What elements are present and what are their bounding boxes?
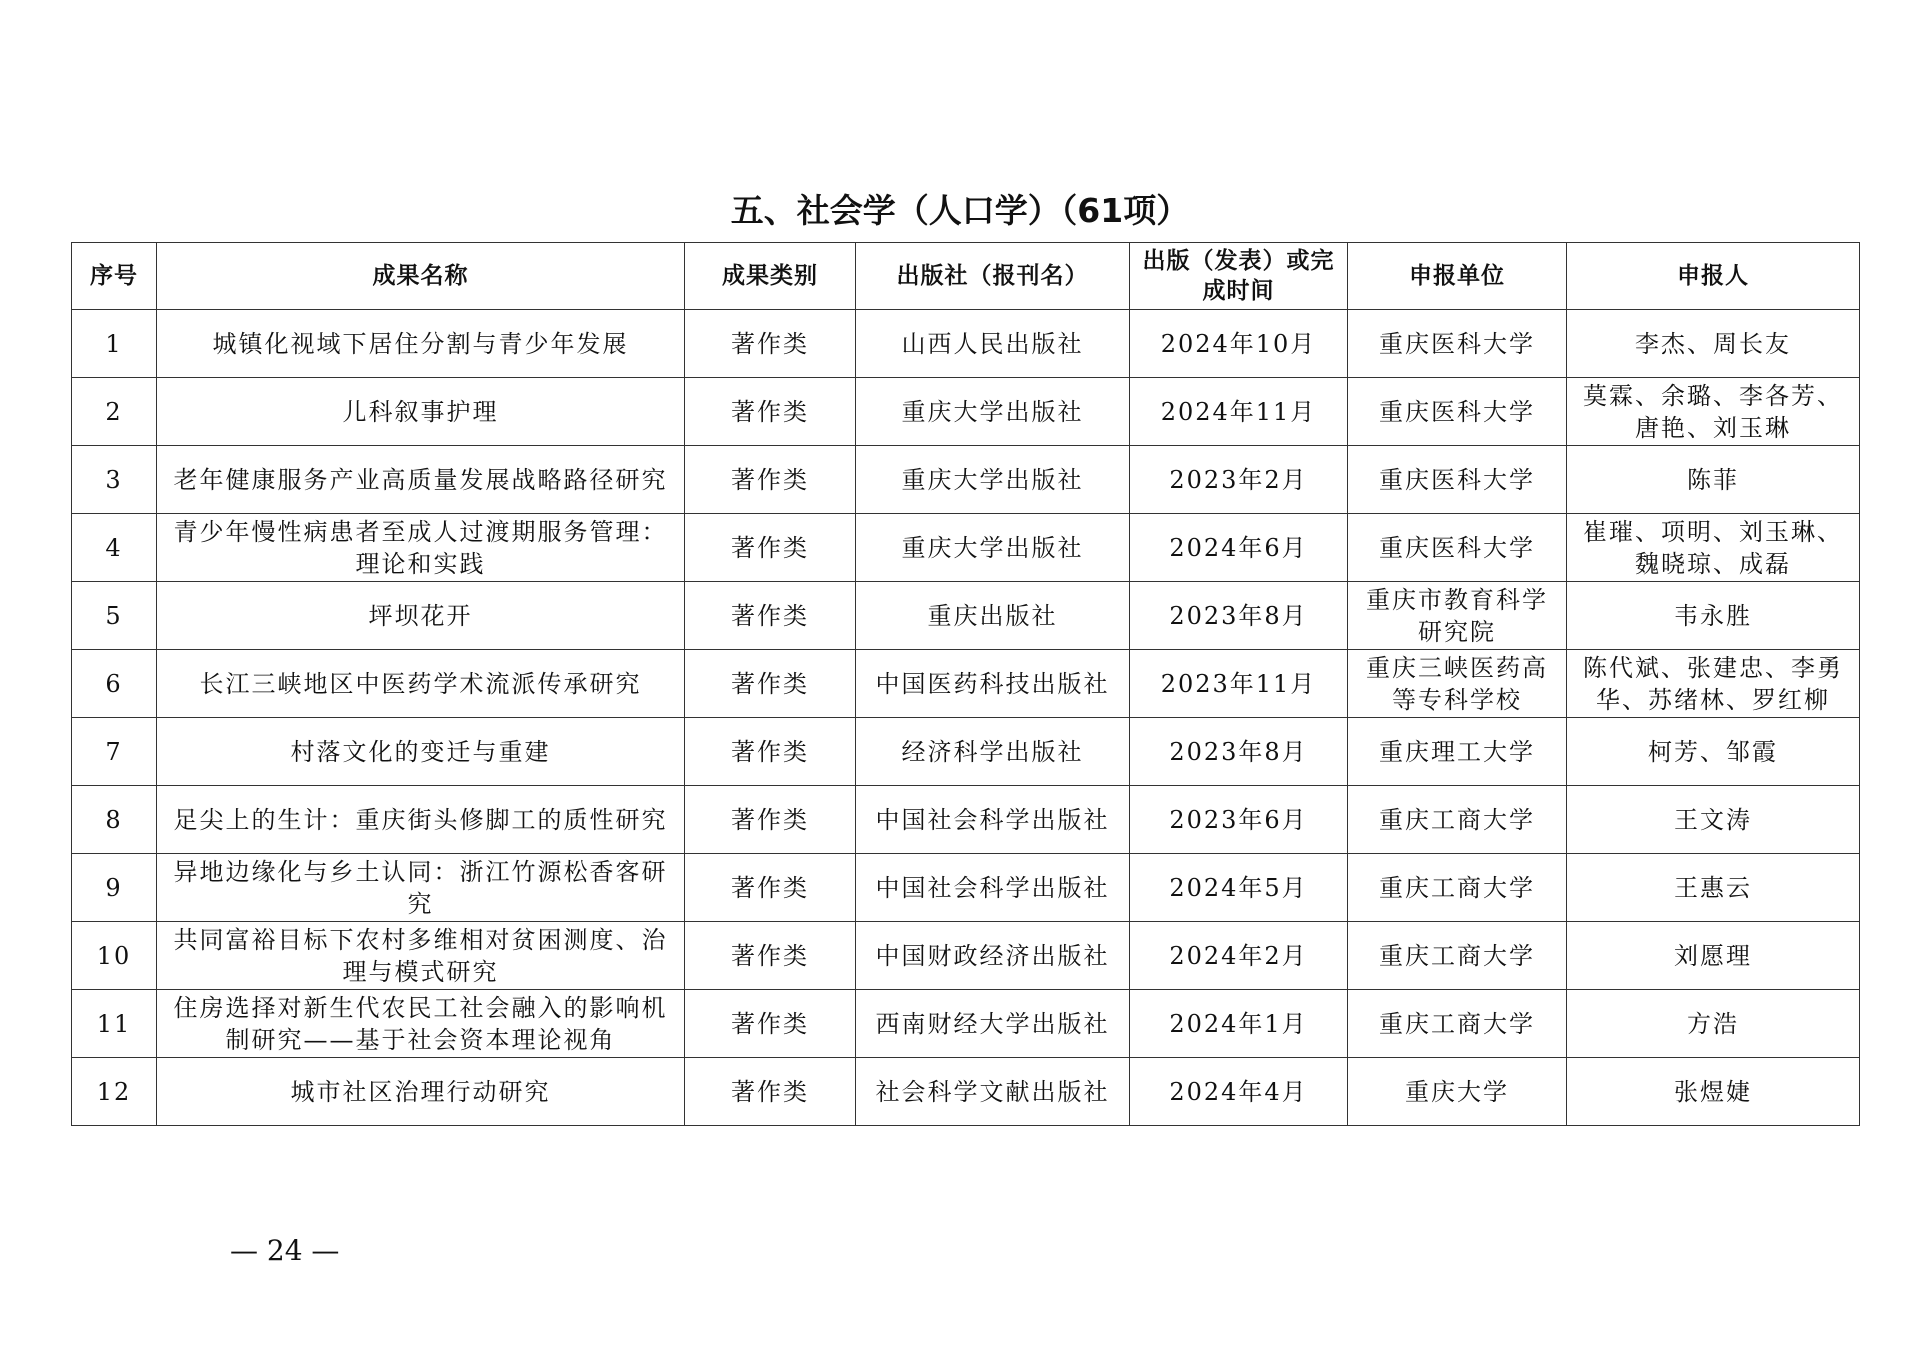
- cell-category: 著作类: [685, 922, 856, 990]
- cell-title: 城镇化视域下居住分割与青少年发展: [157, 310, 685, 378]
- cell-date: 2024年2月: [1130, 922, 1348, 990]
- cell-index: 10: [72, 922, 157, 990]
- table-row: [72, 378, 1860, 446]
- cell-category: 著作类: [685, 514, 856, 582]
- cell-category: 著作类: [685, 1058, 856, 1126]
- achievements-table: [71, 242, 1860, 1126]
- table-header-row: [72, 243, 1860, 310]
- cell-date: 2024年4月: [1130, 1058, 1348, 1126]
- cell-publisher: 重庆大学出版社: [856, 514, 1130, 582]
- table-row: [72, 922, 1860, 990]
- cell-title: 老年健康服务产业高质量发展战略路径研究: [157, 446, 685, 514]
- table-row: [72, 650, 1860, 718]
- cell-index: 2: [72, 378, 157, 446]
- cell-applicants: 陈代斌、张建忠、李勇华、苏绪林、罗红柳: [1567, 650, 1860, 718]
- cell-index: 8: [72, 786, 157, 854]
- cell-title: 异地边缘化与乡土认同：浙江竹源松香客研究: [157, 854, 685, 922]
- cell-applicants: 崔璀、项明、刘玉琳、魏晓琼、成磊: [1567, 514, 1860, 582]
- column-header-index: 序号: [72, 243, 157, 310]
- table-row: [72, 310, 1860, 378]
- cell-applicants: 李杰、周长友: [1567, 310, 1860, 378]
- cell-title: 长江三峡地区中医药学术流派传承研究: [157, 650, 685, 718]
- cell-applicants: 莫霖、余璐、李各芳、唐艳、刘玉琳: [1567, 378, 1860, 446]
- cell-applicants: 韦永胜: [1567, 582, 1860, 650]
- cell-index: 5: [72, 582, 157, 650]
- cell-date: 2023年8月: [1130, 582, 1348, 650]
- cell-unit: 重庆医科大学: [1348, 446, 1567, 514]
- cell-category: 著作类: [685, 786, 856, 854]
- cell-applicants: 张煜婕: [1567, 1058, 1860, 1126]
- cell-category: 著作类: [685, 446, 856, 514]
- cell-unit: 重庆大学: [1348, 1058, 1567, 1126]
- cell-index: 6: [72, 650, 157, 718]
- cell-date: 2024年6月: [1130, 514, 1348, 582]
- cell-unit: 重庆理工大学: [1348, 718, 1567, 786]
- cell-applicants: 刘愿理: [1567, 922, 1860, 990]
- cell-publisher: 西南财经大学出版社: [856, 990, 1130, 1058]
- cell-unit: 重庆医科大学: [1348, 378, 1567, 446]
- cell-unit: 重庆工商大学: [1348, 854, 1567, 922]
- cell-applicants: 王文涛: [1567, 786, 1860, 854]
- table-row: [72, 582, 1860, 650]
- cell-date: 2023年11月: [1130, 650, 1348, 718]
- cell-category: 著作类: [685, 582, 856, 650]
- cell-applicants: 王惠云: [1567, 854, 1860, 922]
- cell-category: 著作类: [685, 378, 856, 446]
- cell-publisher: 经济科学出版社: [856, 718, 1130, 786]
- table-row: [72, 854, 1860, 922]
- cell-unit: 重庆医科大学: [1348, 514, 1567, 582]
- table-row: [72, 718, 1860, 786]
- cell-unit: 重庆工商大学: [1348, 922, 1567, 990]
- table-row: [72, 1058, 1860, 1126]
- cell-publisher: 中国社会科学出版社: [856, 786, 1130, 854]
- cell-title: 城市社区治理行动研究: [157, 1058, 685, 1126]
- cell-unit: 重庆市教育科学研究院: [1348, 582, 1567, 650]
- column-header-category: 成果类别: [685, 243, 856, 310]
- table-row: [72, 990, 1860, 1058]
- cell-unit: 重庆工商大学: [1348, 786, 1567, 854]
- column-header-date: 出版（发表）或完成时间: [1130, 243, 1348, 310]
- cell-title: 儿科叙事护理: [157, 378, 685, 446]
- cell-applicants: 柯芳、邹霞: [1567, 718, 1860, 786]
- cell-title: 足尖上的生计：重庆街头修脚工的质性研究: [157, 786, 685, 854]
- cell-index: 3: [72, 446, 157, 514]
- cell-applicants: 方浩: [1567, 990, 1860, 1058]
- cell-index: 1: [72, 310, 157, 378]
- cell-date: 2024年1月: [1130, 990, 1348, 1058]
- table-row: [72, 446, 1860, 514]
- cell-category: 著作类: [685, 854, 856, 922]
- cell-index: 7: [72, 718, 157, 786]
- cell-date: 2023年2月: [1130, 446, 1348, 514]
- cell-publisher: 中国财政经济出版社: [856, 922, 1130, 990]
- cell-category: 著作类: [685, 718, 856, 786]
- cell-unit: 重庆工商大学: [1348, 990, 1567, 1058]
- cell-category: 著作类: [685, 990, 856, 1058]
- cell-title: 共同富裕目标下农村多维相对贫困测度、治理与模式研究: [157, 922, 685, 990]
- page-number: — 24 —: [230, 1234, 340, 1267]
- cell-date: 2024年11月: [1130, 378, 1348, 446]
- cell-category: 著作类: [685, 650, 856, 718]
- cell-category: 著作类: [685, 310, 856, 378]
- cell-date: 2023年6月: [1130, 786, 1348, 854]
- cell-publisher: 中国医药科技出版社: [856, 650, 1130, 718]
- cell-date: 2023年8月: [1130, 718, 1348, 786]
- cell-unit: 重庆三峡医药高等专科学校: [1348, 650, 1567, 718]
- cell-title: 村落文化的变迁与重建: [157, 718, 685, 786]
- cell-unit: 重庆医科大学: [1348, 310, 1567, 378]
- table-row: [72, 786, 1860, 854]
- cell-publisher: 重庆大学出版社: [856, 378, 1130, 446]
- column-header-applicants: 申报人: [1567, 243, 1860, 310]
- cell-index: 4: [72, 514, 157, 582]
- cell-publisher: 中国社会科学出版社: [856, 854, 1130, 922]
- cell-title: 坪坝花开: [157, 582, 685, 650]
- cell-title: 青少年慢性病患者至成人过渡期服务管理：理论和实践: [157, 514, 685, 582]
- column-header-title: 成果名称: [157, 243, 685, 310]
- table-row: [72, 514, 1860, 582]
- cell-date: 2024年5月: [1130, 854, 1348, 922]
- cell-index: 12: [72, 1058, 157, 1126]
- cell-publisher: 社会科学文献出版社: [856, 1058, 1130, 1126]
- cell-publisher: 山西人民出版社: [856, 310, 1130, 378]
- section-title: 五、社会学（人口学）（61项）: [730, 191, 1190, 230]
- cell-publisher: 重庆大学出版社: [856, 446, 1130, 514]
- cell-publisher: 重庆出版社: [856, 582, 1130, 650]
- column-header-publisher: 出版社（报刊名）: [856, 243, 1130, 310]
- cell-title: 住房选择对新生代农民工社会融入的影响机制研究——基于社会资本理论视角: [157, 990, 685, 1058]
- column-header-unit: 申报单位: [1348, 243, 1567, 310]
- cell-applicants: 陈菲: [1567, 446, 1860, 514]
- cell-index: 11: [72, 990, 157, 1058]
- cell-date: 2024年10月: [1130, 310, 1348, 378]
- cell-index: 9: [72, 854, 157, 922]
